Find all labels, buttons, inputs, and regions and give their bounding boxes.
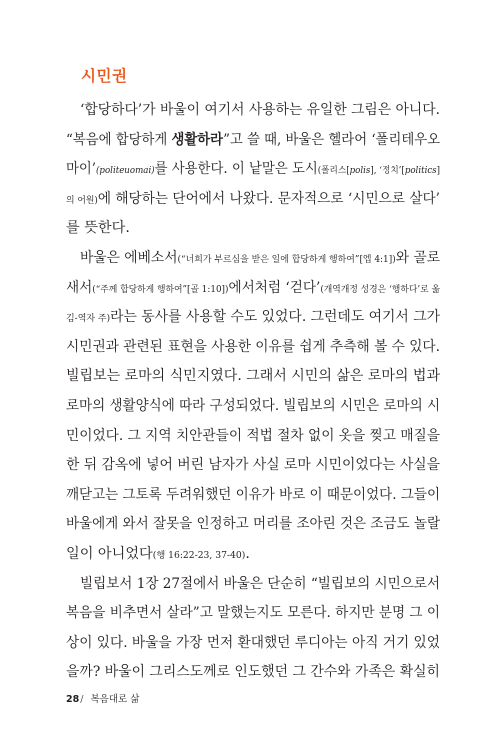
paragraph-2-line-3: 김-역자 주)라는 동사를 사용할 수도 있었다. 그런데도 여기서 그가: [66, 309, 440, 326]
paragraph-2-line-8: 한 뒤 감옥에 넣어 버린 남자가 사실 로마 시민이었다는 사실을: [66, 457, 440, 474]
paragraph-1-line-4: 의 어원)에 해당하는 단어에서 나왔다. 문자적으로 ‘시민으로 살다’: [66, 190, 441, 207]
paragraph-2-line-5: 빌립보는 로마의 식민지였다. 그래서 시민의 삶은 로마의 법과: [66, 368, 440, 385]
paragraph-2-line-4: 시민권과 관련된 표현을 사용한 이유를 쉽게 추측해 볼 수 있다.: [66, 338, 441, 355]
paragraph-2-line-1: 바울은 에베소서(“너희가 부르심을 받은 일에 합당하게 행하여”[엡 4:1])와 골로: [80, 249, 441, 266]
paragraph-2-line-11: 일이 아니었다(행 16:22-23, 37-40).: [66, 545, 250, 562]
paragraph-1-line-1: ‘합당하다’가 바울이 여기서 사용하는 유일한 그림은 아니다.: [80, 102, 440, 118]
paragraph-1-line-2: “복음에 합당하게 생활하라”고 쓸 때, 바울은 헬라어 ‘폴리테우오: [66, 131, 441, 148]
scripture-reference: (행 16:22-23, 37-40): [152, 549, 246, 561]
book-title: 복음대로 삶: [90, 694, 140, 705]
paragraph-3-line-1: 빌립보서 1장 27절에서 바울은 단순히 “빌립보의 시민으로서: [80, 575, 441, 592]
paragraph-2-line-10: 바울에게 와서 잘못을 인정하고 머리를 조아린 것은 조금도 놀랄: [66, 516, 441, 533]
emphasis-text: 생활하라: [171, 131, 224, 148]
paragraph-1-line-3: 마이’(politeuomai)를 사용한다. 이 낱말은 도시(폴리스[polis], ‘정치’[politics]: [66, 161, 441, 178]
paragraph-2-line-6: 로마의 생활양식에 따라 구성되었다. 빌립보의 시민은 로마의 시: [66, 397, 441, 414]
paragraph-1-line-5: 를 뜻한다.: [66, 220, 130, 237]
section-title: 시민권: [81, 67, 128, 85]
footer-separator: /: [80, 694, 84, 705]
paragraph-2-line-9: 깨닫고는 그토록 두려워했던 이유가 바로 이 때문이었다. 그들이: [66, 486, 441, 503]
paragraph-3-line-2: 복음을 비추면서 살라”고 말했는지도 모른다. 하지만 분명 그 이: [66, 605, 441, 622]
paragraph-3-line-4: 을까? 바울이 그리스도께로 인도했던 그 간수와 가족은 확실히: [66, 664, 440, 681]
paragraph-2-line-7: 민이었다. 그 지역 치안관들이 적법 절차 없이 옷을 찢고 매질을: [66, 427, 441, 444]
paragraph-3-line-3: 상이 있다. 바울을 가장 먼저 환대했던 루디아는 아직 거기 있었: [66, 634, 441, 651]
page-number: 28: [66, 694, 80, 705]
body-text: [66, 96, 440, 688]
paragraph-2-line-2: 새서(“주께 합당하게 행하여”[골 1:10])에서처럼 ‘걷다’(개역개정 성경은 ‘행하다’로 옮: [66, 279, 440, 296]
page-footer: [66, 691, 139, 705]
